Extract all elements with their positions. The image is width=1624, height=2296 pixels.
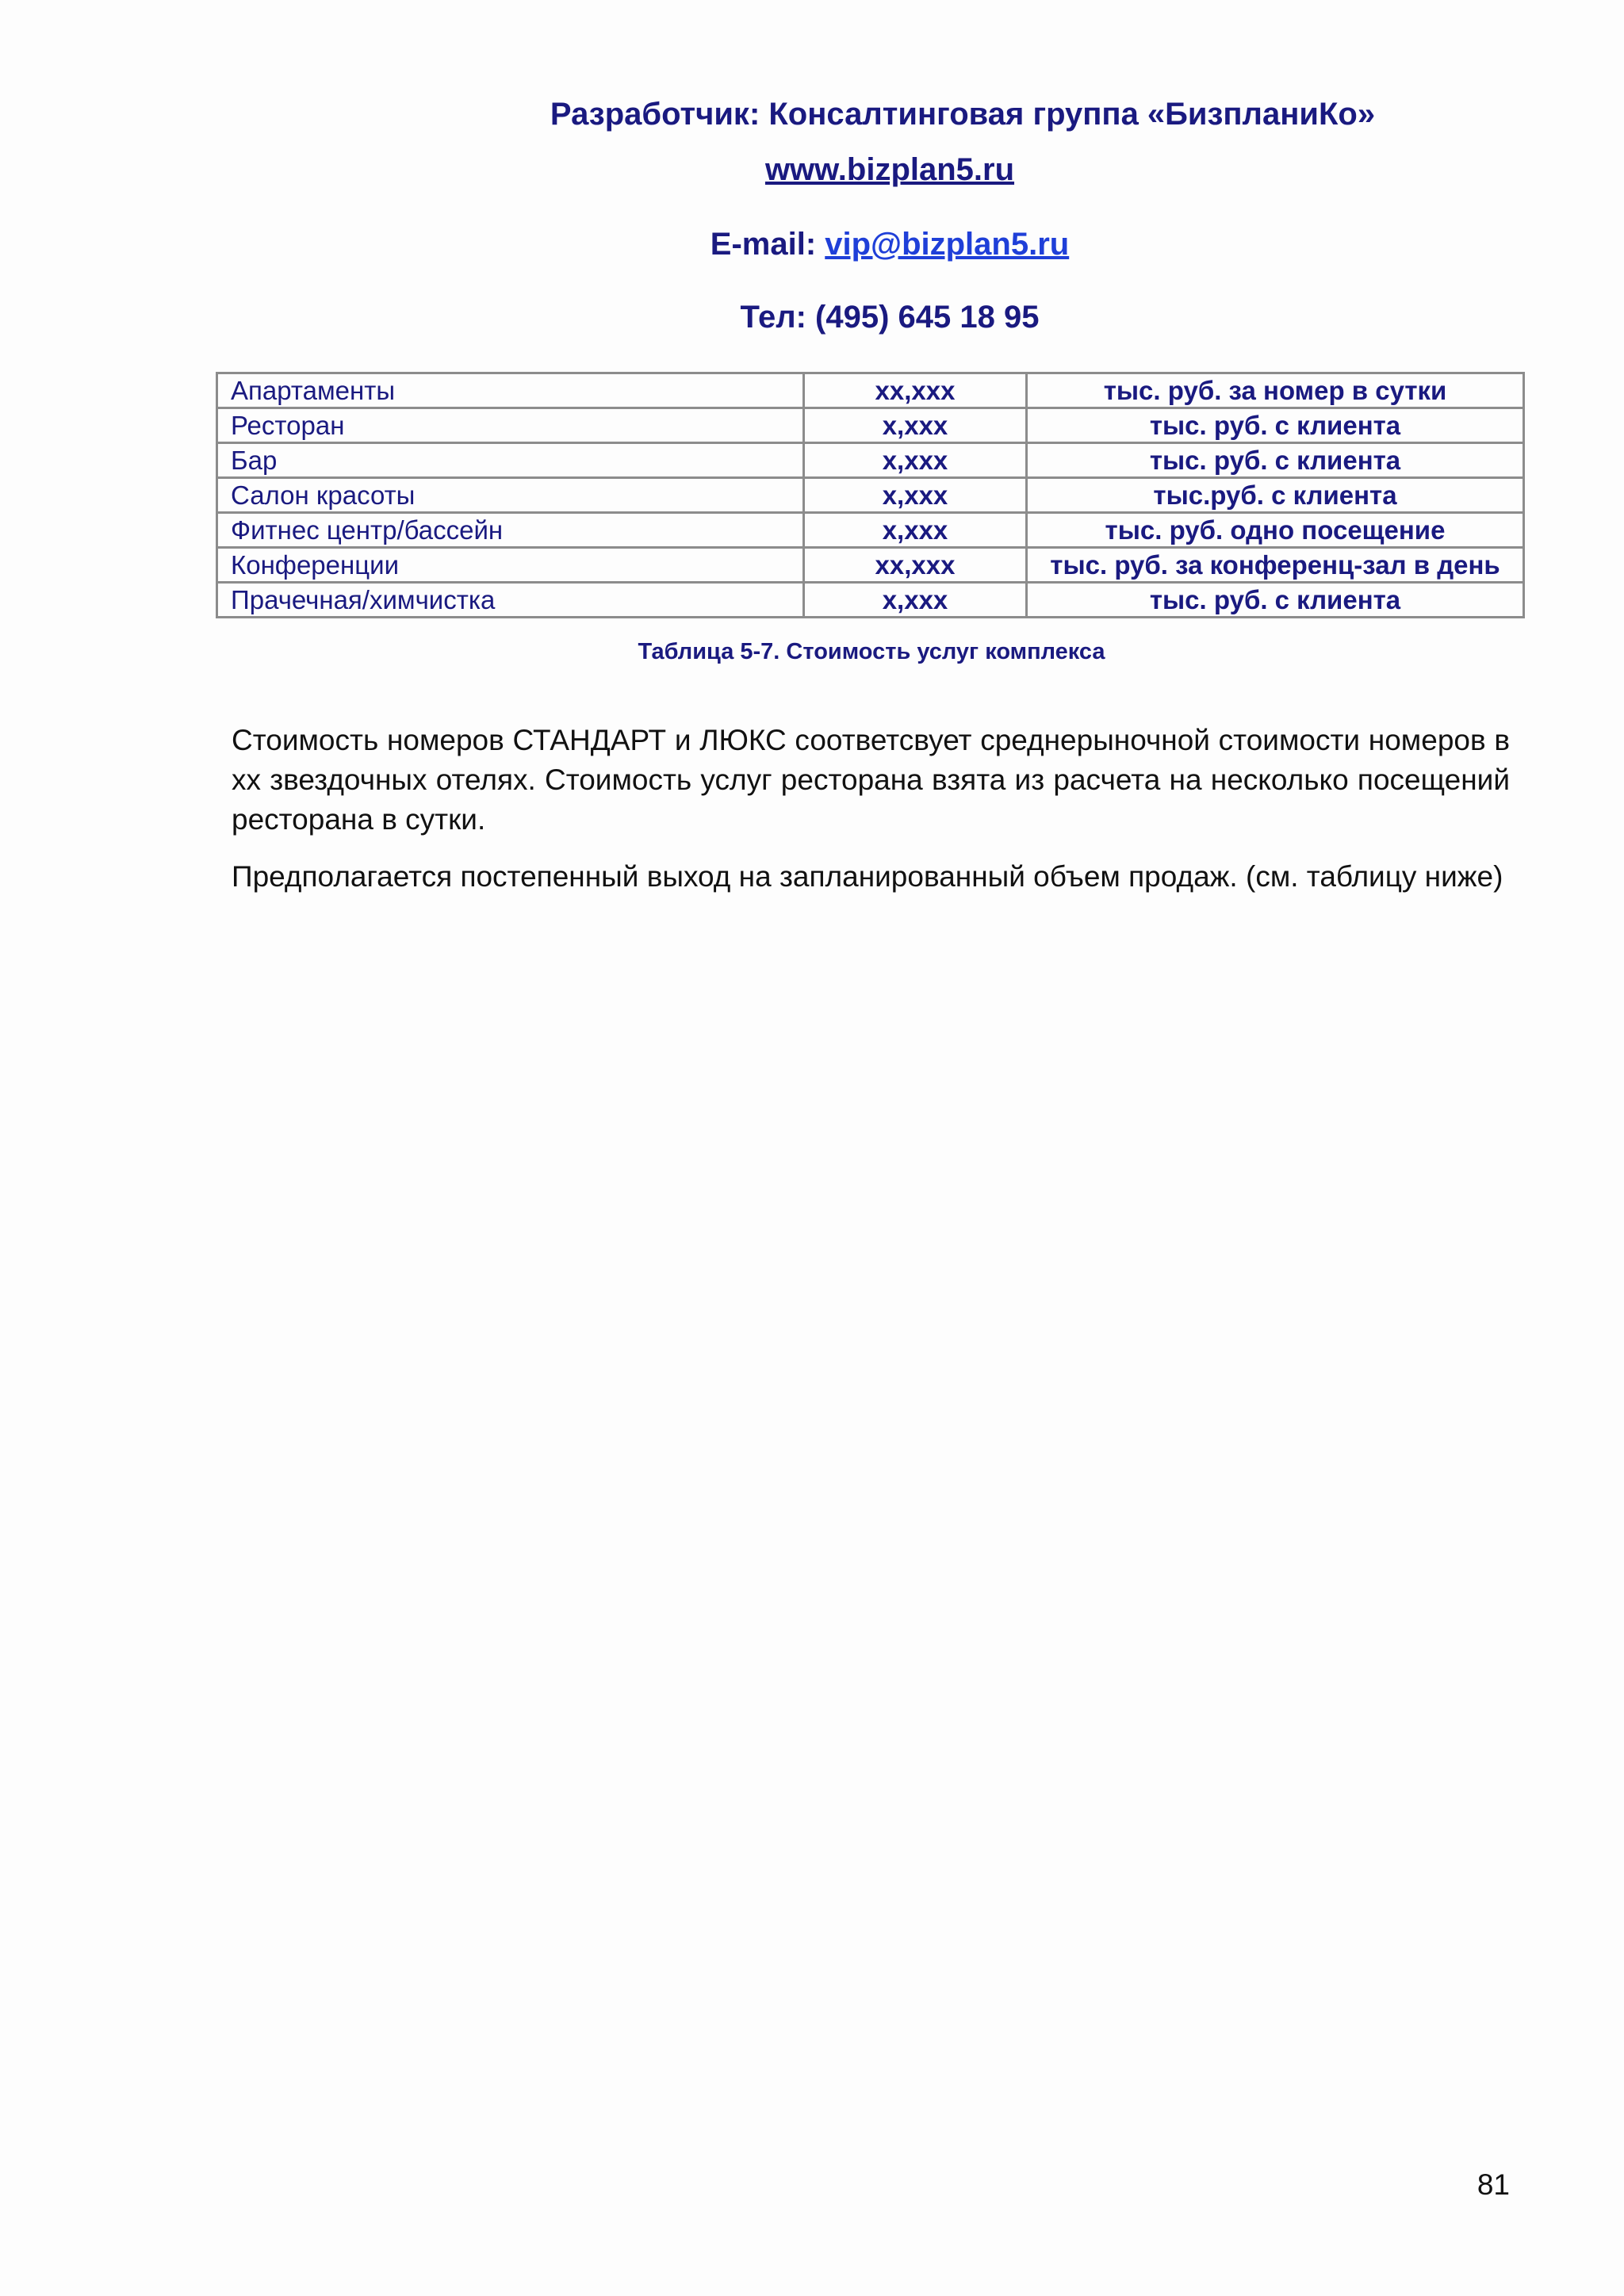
table-caption: Таблица 5-7. Стоимость услуг комплекса <box>638 639 1105 664</box>
body-paragraph: Предполагается постепенный выход на запланированный объем продаж. (см. таблицу ниже) <box>232 860 1503 893</box>
service-name-cell: Конференции <box>217 548 804 583</box>
unit-cell: тыс. руб. с клиента <box>1027 408 1524 443</box>
price-cell: x,xxx <box>804 513 1027 548</box>
service-name-cell: Салон красоты <box>217 478 804 513</box>
service-name-cell: Ресторан <box>217 408 804 443</box>
email-label: E-mail: <box>710 227 825 262</box>
unit-cell: тыс. руб. одно посещение <box>1027 513 1524 548</box>
table-row <box>217 373 1524 408</box>
price-cell: x,xxx <box>804 478 1027 513</box>
website-link[interactable]: www.bizplan5.ru <box>764 152 1015 187</box>
developer-heading: Разработчик: Консалтинговая группа «БизпланиКо» <box>550 97 1376 132</box>
body-paragraph: Стоимость номеров СТАНДАРТ и ЛЮКС соответсвует среднерыночной стоимости номеров в xx звездочных отелях. Стоимость услуг ресторана взята из расчета на несколько посещений ресторана в сутки. <box>232 724 1510 836</box>
email-link[interactable]: vip@bizplan5.ru <box>825 227 1070 262</box>
price-cell: x,xxx <box>804 408 1027 443</box>
price-cell: xx,xxx <box>804 548 1027 583</box>
service-name-cell: Прачечная/химчистка <box>217 583 804 618</box>
phone-line: Тел: (495) 645 18 95 <box>740 300 1040 335</box>
table-row <box>217 408 1524 443</box>
email-line <box>78 225 1624 263</box>
service-name-cell: Апартаменты <box>217 373 804 408</box>
unit-cell: тыс. руб. за конференц-зал в день <box>1027 548 1524 583</box>
page-number: 81 <box>1477 2168 1510 2201</box>
price-cell: x,xxx <box>804 443 1027 478</box>
table-row <box>217 548 1524 583</box>
services-price-table <box>216 372 1525 618</box>
table-row <box>217 583 1524 618</box>
table-row <box>217 513 1524 548</box>
table-row <box>217 478 1524 513</box>
table-row <box>217 443 1524 478</box>
unit-cell: тыс. руб. с клиента <box>1027 443 1524 478</box>
service-name-cell: Бар <box>217 443 804 478</box>
price-cell: x,xxx <box>804 583 1027 618</box>
service-name-cell: Фитнес центр/бассейн <box>217 513 804 548</box>
unit-cell: тыс.руб. с клиента <box>1027 478 1524 513</box>
unit-cell: тыс. руб. за номер в сутки <box>1027 373 1524 408</box>
unit-cell: тыс. руб. с клиента <box>1027 583 1524 618</box>
price-cell: xx,xxx <box>804 373 1027 408</box>
